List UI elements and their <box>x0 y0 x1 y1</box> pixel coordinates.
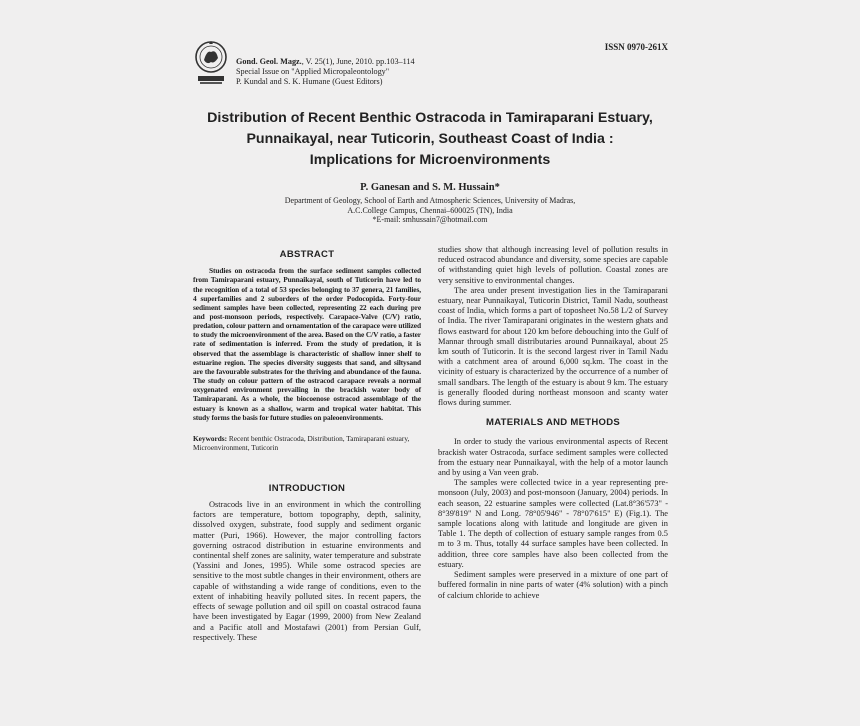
author-affiliation <box>190 196 670 225</box>
affiliation-line-1: Department of Geology, School of Earth and Atmospheric Sciences, University of Madras, <box>284 196 576 205</box>
author-email: *E-mail: smhussain7@hotmail.com <box>372 215 488 225</box>
title-line-3: Implications for Microenvironments <box>309 152 551 168</box>
journal-citation: , V. 25(1), June, 2010. pp.103–114 <box>301 57 415 66</box>
abstract-heading: ABSTRACT <box>279 249 335 260</box>
continued-paragraph: studies show that although increasing level of pollution results in reduced ostracod abundance and diversity, some species are capable of withstanding quiet high levels of pollution. Coastal zones are very sensitive to environmental changes. <box>438 245 668 285</box>
right-column <box>438 245 668 601</box>
society-emblem-icon <box>194 40 228 86</box>
title-line-2: Punnaikayal, near Tuticorin, Southeast Coast of India : <box>246 131 614 147</box>
article-title <box>190 108 670 171</box>
special-issue: Special Issue on "Applied Micropaleontology" <box>236 67 390 76</box>
guest-editors: P. Kundal and S. K. Humane (Guest Editors) <box>236 77 383 86</box>
methods-paragraph-3: Sediment samples were preserved in a mixture of one part of buffered formalin in nine parts of water (4% solution) with a pinch of calcium chloride to achieve <box>438 570 668 600</box>
issn-number: ISSN 0970-261X <box>604 42 668 52</box>
keywords-label: Keywords: <box>193 433 228 443</box>
abstract-body: Studies on ostracoda from the surface sediment samples collected from Tamiraparani estuary, Punnaikayal, south of Tuticorin have led to the recognition of a total of 53 species belonging to 37 genera, 21 families, 4 superfamilies and 2 suborders of the order Podocopida. Forty-four sediment samples have been collected, representing 22 each during pre and post-monsoon periods, respectively. Carapace-Valve (C/V) ratio, predation, colour pattern and ornamentation of the carapace were utilized to study the microenvironment of the area. Based on the C/V ratio, a faster rate of sedimentation is inferred. From the study of predation, it is observed that the assemblage is characteristic of shallow inner shelf to estuarine region. The species diversity suggests that sand, and siltysand are the favourable substrates for the thriving and abundance of the fauna. The study on colour pattern of the ostracod carapace reveals a normal oxygenated environment prevailing in the brackish water body of Tamiraparani. As a whole, the biocoenose ostracod assemblage of the estuary is known as a shallow, warm and tropical water habitat. This study forms the basis for future studies on paleoenvironments. <box>193 266 421 422</box>
methods-paragraph-2: The samples were collected twice in a year representing pre-monsoon (July, 2003) and post-monsoon (January, 2004) periods. In each season, 22 estuarine samples were collected (Lat.8°36'573" - 8°39'819" N and Long. 78°05'946" - 78°07'615" E) (Fig.1). The sample locations along with latitude and longitude are given in Table 1. The depth of collection of estuary sample ranges from 0.5 m to 3 m. Thus, totally 44 surface samples have been collected. In addition, three core samples have also been collected from the estuary. <box>438 478 668 569</box>
journal-citation-line <box>236 57 415 67</box>
title-line-1: Distribution of Recent Benthic Ostracoda in Tamiraparani Estuary, <box>207 110 653 126</box>
journal-name: Gond. Geol. Magz. <box>236 57 302 66</box>
methods-paragraph-1: In order to study the various environmental aspects of Recent brackish water Ostracoda, surface sediment samples were collected from the estuary near Punnaikayal, with the help of a motor launch and by using a Van veen grab. <box>438 437 668 478</box>
introduction-paragraph: Ostracods live in an environment in which the controlling factors are temperature, bottom topography, depth, salinity, dissolved oxygen, substrate, food supply and sediment organic matter (Puri, 1966). However, the major controlling factors governing ostracod distribution in estuarine environments and continental shelf zones are salinity, water temperature and substrate (Yassini and Jones, 1995). While some ostracod species are sensitive to the most subtle changes in their environment, others are capable of withstanding a wide range of conditions, even to the extent of inhabiting heavily polluted sites. In recent papers, the effects of sewage pollution and oil spill on coastal ostracod fauna have been investigated by Eagar (1999, 2000) from New Zealand and a Pacific atoll and Mostafawi (2001) from Persian Gulf, respectively. These <box>193 500 421 642</box>
article-authors: P. Ganesan and S. M. Hussain* <box>360 182 500 193</box>
materials-methods-heading: MATERIALS AND METHODS <box>485 417 621 429</box>
left-column <box>193 250 421 643</box>
keywords <box>193 434 421 452</box>
study-area-paragraph: The area under present investigation lies in the Tamiraparani estuary, near Punnaikayal, Tuticorin District, Tamil Nadu, southeast coast of India, which forms a part of toposheet No.58 L/2 of Survey of India. The river Tamiraparani originates in the western ghats and flows eastward for about 120 km before debouching into the Gulf of Mannar through small distributaries around Punnaikayal, about 25 km south of Tuticorin. It is the second largest river in Tamil Nadu with a catchment area of around 6,000 sq.km. The coast in the vicinity of estuary is characterized by the occurrence of a number of small sandbars. The length of the estuary is about 9 km. The estuary is generally flooded during northeast monsoon and scanty water flows during summer. <box>438 285 668 408</box>
affiliation-line-2: A.C.College Campus, Chennai–600025 (TN), India <box>347 205 513 215</box>
keywords-list: Recent benthic Ostracoda, Distribution, Tamiraparani estuary, Microenvironment, Tuticorin <box>193 433 410 452</box>
introduction-heading: INTRODUCTION <box>268 482 346 494</box>
journal-info <box>236 57 415 87</box>
